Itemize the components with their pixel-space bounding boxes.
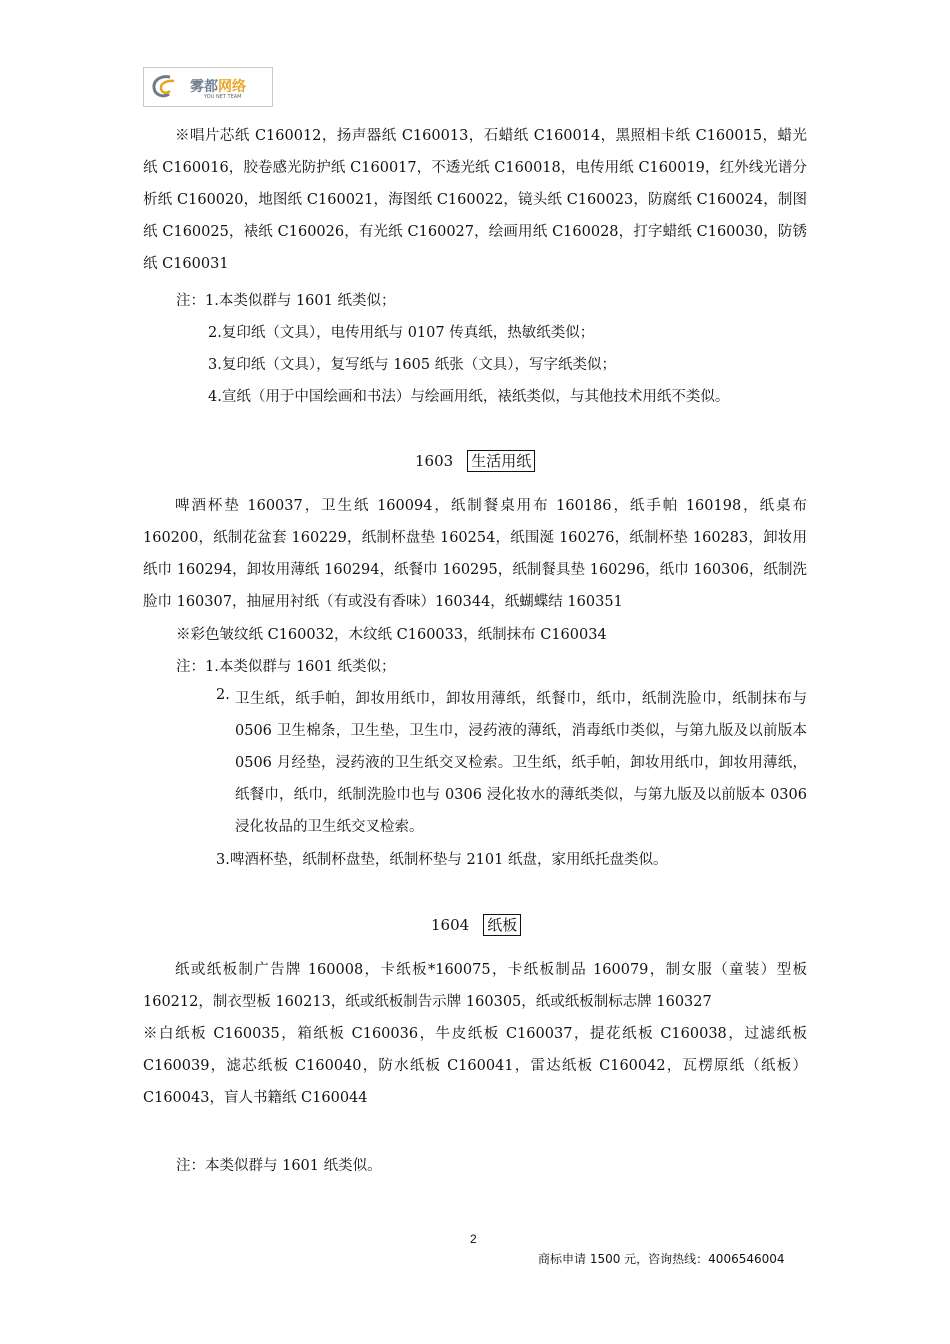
section-1602-note-3: 3.复印纸（文具），复写纸与 1605 纸张（文具），写字纸类似；: [208, 357, 616, 373]
logo-swirl-icon: [148, 72, 184, 102]
section-1603-title: 生活用纸: [467, 450, 535, 472]
section-1604-heading: [431, 914, 521, 935]
section-1602-note-4: 4.宣纸（用于中国绘画和书法）与绘画用纸，裱纸类似，与其他技术用纸不类似。: [208, 389, 730, 405]
section-1604-special-items: ※白纸板 C160035，箱纸板 C160036，牛皮纸板 C160037，提花纸板 C160038，过滤纸板 C160039，滤芯纸板 C160040，防水纸板 C160041，雷达纸板 C160042，瓦楞原纸（纸板）C160043，盲人书籍纸 C160044: [143, 1026, 807, 1106]
logo-text: 雾都网络: [190, 79, 246, 95]
section-1602-note-2: 2.复印纸（文具），电传用纸与 0107 传真纸，热敏纸类似；: [208, 325, 595, 341]
section-1602-note-1: 注：1.本类似群与 1601 纸类似；: [176, 293, 396, 309]
section-1602-special-items: ※唱片芯纸 C160012，扬声器纸 C160013，石蜡纸 C160014，黑照相卡纸 C160015，蜡光纸 C160016，胶卷感光防护纸 C160017，不透光纸 C160018，电传用纸 C160019，红外线光谱分析纸 C160020，地图纸 C160021，海图纸 C160022，镜头纸 C160023，防腐纸 C160024，制图纸 C160025，裱纸 C160026，有光纸 C160027，绘画用纸 C160028，打字蜡纸 C160030，防锈纸 C160031: [143, 128, 807, 272]
section-1604-title: 纸板: [483, 914, 521, 936]
company-logo: [143, 67, 273, 107]
section-1603-note-3: 3.啤酒杯垫，纸制杯盘垫，纸制杯垫与 2101 纸盘，家用纸托盘类似。: [216, 852, 668, 868]
section-1603-note-2-number: 2.: [216, 687, 230, 703]
section-1604-note: 注：本类似群与 1601 纸类似。: [176, 1158, 382, 1174]
section-1603-heading: [415, 450, 535, 471]
section-1603-note-1: 注：1.本类似群与 1601 纸类似；: [176, 659, 396, 675]
footer-contact: 商标申请 1500 元，咨询热线：4006546004: [538, 1252, 785, 1266]
section-1603-items: 啤酒杯垫 160037，卫生纸 160094，纸制餐桌用布 160186，纸手帕 160198，纸桌布 160200，纸制花盆套 160229，纸制杯盘垫 160254，纸围涎 160276，纸制杯垫 160283，卸妆用纸巾 160294，卸妆用薄纸 160294，纸餐巾 160295，纸制餐具垫 160296，纸巾 160306，纸制洗脸巾 160307，抽屉用衬纸（有或没有香味）160344，纸蝴蝶结 160351: [143, 498, 807, 610]
section-1603-special-items: ※彩色皱纹纸 C160032，木纹纸 C160033，纸制抹布 C160034: [176, 627, 607, 643]
page-number: 2: [470, 1232, 477, 1246]
logo-subtitle: YOU NET TEAM: [204, 94, 242, 100]
section-1603-code: 1603: [415, 452, 454, 470]
section-1603-note-2: 卫生纸，纸手帕，卸妆用纸巾，卸妆用薄纸，纸餐巾，纸巾，纸制洗脸巾，纸制抹布与 0506 卫生棉条，卫生垫，卫生巾，浸药液的薄纸，消毒纸巾类似，与第九版及以前版本 0506 月经垫，浸药液的卫生纸交叉检索。卫生纸，纸手帕，卸妆用纸巾，卸妆用薄纸，纸餐巾，纸巾，纸制洗脸巾也与 0306 浸化妆水的薄纸类似，与第九版及以前版本 0306 浸化妆品的卫生纸交叉检索。: [235, 691, 807, 835]
section-1604-code: 1604: [431, 916, 470, 934]
section-1604-items: 纸或纸板制广告牌 160008，卡纸板*160075，卡纸板制品 160079，制女服（童装）型板 160212，制衣型板 160213，纸或纸板制告示牌 160305，纸或纸板制标志牌 160327: [143, 962, 807, 1010]
